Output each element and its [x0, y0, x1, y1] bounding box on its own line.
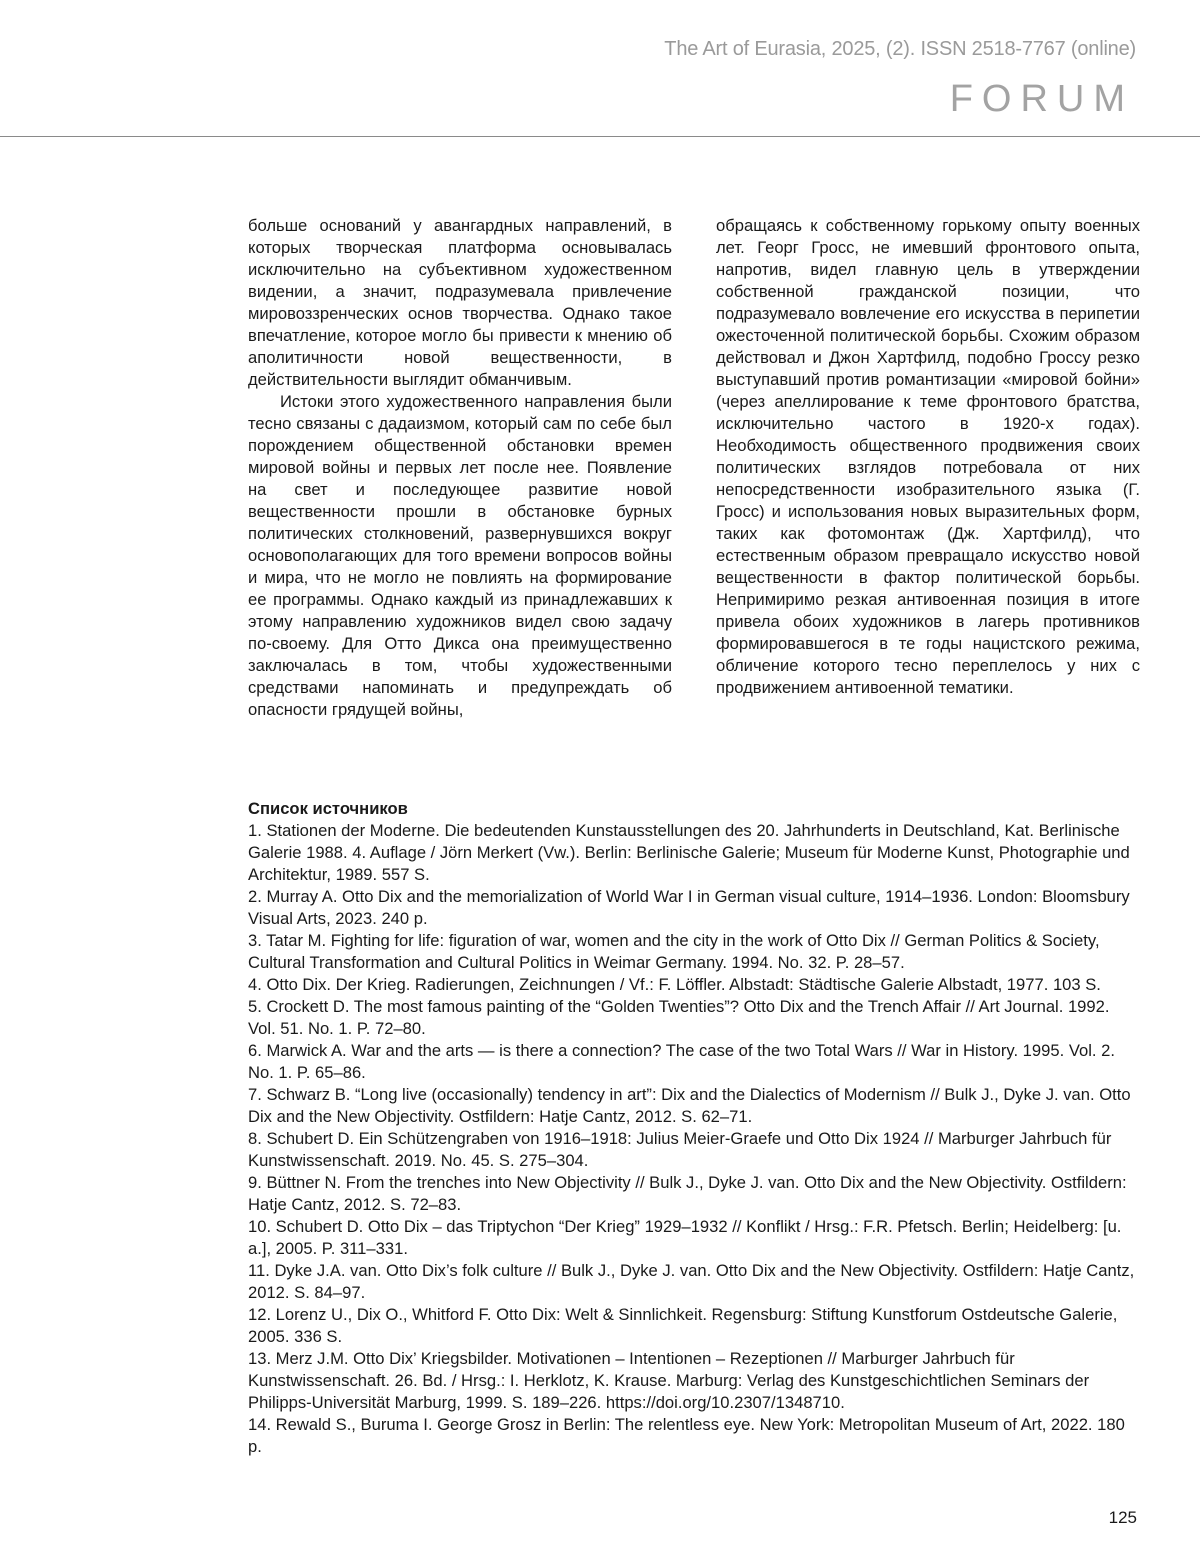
- reference-item: 1. Stationen der Moderne. Die bedeutenden Kunstausstellungen des 20. Jahrhunderts in Deutschland, Kat. Berlinische Galerie 1988. 4. Auflage / Jörn Merkert (Vw.). Berlin: Berlinische Galerie; Museum für Moderne Kunst, Photographie und Architektur, 1989. 557 S.: [248, 821, 1130, 884]
- journal-line: The Art of Eurasia, 2025, (2). ISSN 2518-7767 (online): [664, 38, 1136, 60]
- page-number: 125: [1108, 1508, 1137, 1527]
- references-section: [248, 798, 1140, 1458]
- left-column: [248, 215, 672, 721]
- references-list: [248, 820, 1140, 1458]
- right-column: [716, 215, 1140, 721]
- section-title: FORUM: [949, 78, 1134, 120]
- reference-item: 11. Dyke J.A. van. Otto Dix’s folk culture // Bulk J., Dyke J. van. Otto Dix and the New Objectivity. Ostfildern: Hatje Cantz, 2012. S. 84–97.: [248, 1261, 1135, 1302]
- references-title: Список источников: [248, 799, 408, 818]
- header-rule: [0, 136, 1200, 137]
- reference-item: 10. Schubert D. Otto Dix – das Triptychon “Der Krieg” 1929–1932 // Konflikt / Hrsg.: F.R. Pfetsch. Berlin; Heidelberg: [u. a.], 2005. P. 311–331.: [248, 1217, 1122, 1258]
- reference-item: 5. Crockett D. The most famous painting of the “Golden Twenties”? Otto Dix and the Trench Affair // Art Journal. 1992. Vol. 51. No. 1. P. 72–80.: [248, 997, 1110, 1038]
- reference-item: 14. Rewald S., Buruma I. George Grosz in Berlin: The relentless eye. New York: Metropolitan Museum of Art, 2022. 180 p.: [248, 1415, 1125, 1456]
- paragraph: обращаясь к собственному горькому опыту военных лет. Георг Гросс, не имевший фронтового опыта, напротив, видел главную цель в утверждении собственной гражданской позиции, что подразумевало вовлечение его искусства в перипетии ожесточенной политической борьбы. Схожим образом действовал и Джон Хартфилд, подобно Гроссу резко выступавший против романтизации «мировой бойни» (через апеллирование к теме фронтового братства, исключительно частого в 1920-х годах). Необходимость общественного продвижения своих политических взглядов потребовала от них непосредственности изобразительного языка (Г. Гросс) и использования новых выразительных форм, таких как фотомонтаж (Дж. Хартфилд), что естественным образом превращало искусство новой вещественности в фактор политической борьбы. Непримиримо резкая антивоенная позиция в итоге привела обоих художников в лагерь противников формировавшегося в те годы нацистского режима, обличение которого тесно переплелось у них с продвижением антивоенной тематики.: [716, 216, 1140, 697]
- reference-item: 13. Merz J.M. Otto Dix’ Kriegsbilder. Motivationen – Intentionen – Rezeptionen // Marburger Jahrbuch für Kunstwissenschaft. 26. Bd. / Hrsg.: I. Herklotz, K. Krause. Marburg: Verlag des Kunstgeschichtlichen Seminars der Philipps-Universität Marburg, 1999. S. 189–226. https://doi.org/10.2307/1348710.: [248, 1349, 1090, 1412]
- paragraph: больше оснований у авангардных направлений, в которых творческая платформа основывалась исключительно на субъективном художественном видении, а значит, подразумевала привлечение мировоззренческих основ творчества. Однако такое впечатление, которое могло бы привести к мнению об аполитичности новой вещественности, в действительности выглядит обманчивым.: [248, 216, 672, 389]
- reference-item: 8. Schubert D. Ein Schützengraben von 1916–1918: Julius Meier-Graefe und Otto Dix 1924 // Marburger Jahrbuch für Kunstwissenschaft. 2019. No. 45. S. 275–304.: [248, 1129, 1112, 1170]
- reference-item: 6. Marwick A. War and the arts — is there a connection? The case of the two Total Wars // War in History. 1995. Vol. 2. No. 1. P. 65–86.: [248, 1041, 1115, 1082]
- reference-item: 9. Büttner N. From the trenches into New Objectivity // Bulk J., Dyke J. van. Otto Dix and the New Objectivity. Ostfildern: Hatje Cantz, 2012. S. 72–83.: [248, 1173, 1127, 1214]
- reference-item: 3. Tatar M. Fighting for life: figuration of war, women and the city in the work of Otto Dix // German Politics & Society, Cultural Transformation and Cultural Politics in Weimar Germany. 1994. No. 32. P. 28–57.: [248, 931, 1100, 972]
- body-columns: [248, 215, 1140, 721]
- reference-item: 12. Lorenz U., Dix O., Whitford F. Otto Dix: Welt & Sinnlichkeit. Regensburg: Stiftung Kunstforum Ostdeutsche Galerie, 2005. 336 S.: [248, 1305, 1118, 1346]
- paragraph: Истоки этого художественного направления были тесно связаны с дадаизмом, который сам по себе был порождением общественной обстановки времен мировой войны и первых лет после нее. Появление на свет и последующее развитие новой вещественности прошли в обстановке бурных политических столкновений, развернувшихся вокруг основополагающих для того времени вопросов войны и мира, что не могло не повлиять на формирование ее программы. Однако каждый из принадлежавших к этому направлению художников видел свою задачу по-своему. Для Отто Дикса она преимущественно заключалась в том, чтобы художественными средствами напоминать и предупреждать об опасности грядущей войны,: [248, 392, 672, 719]
- reference-item: 4. Otto Dix. Der Krieg. Radierungen, Zeichnungen / Vf.: F. Löffler. Albstadt: Städtische Galerie Albstadt, 1977. 103 S.: [248, 975, 1101, 994]
- reference-item: 2. Murray A. Otto Dix and the memorialization of World War I in German visual culture, 1914–1936. London: Bloomsbury Visual Arts, 2023. 240 p.: [248, 887, 1130, 928]
- reference-item: 7. Schwarz B. “Long live (occasionally) tendency in art”: Dix and the Dialectics of Modernism // Bulk J., Dyke J. van. Otto Dix and the New Objectivity. Ostfildern: Hatje Cantz, 2012. S. 62–71.: [248, 1085, 1131, 1126]
